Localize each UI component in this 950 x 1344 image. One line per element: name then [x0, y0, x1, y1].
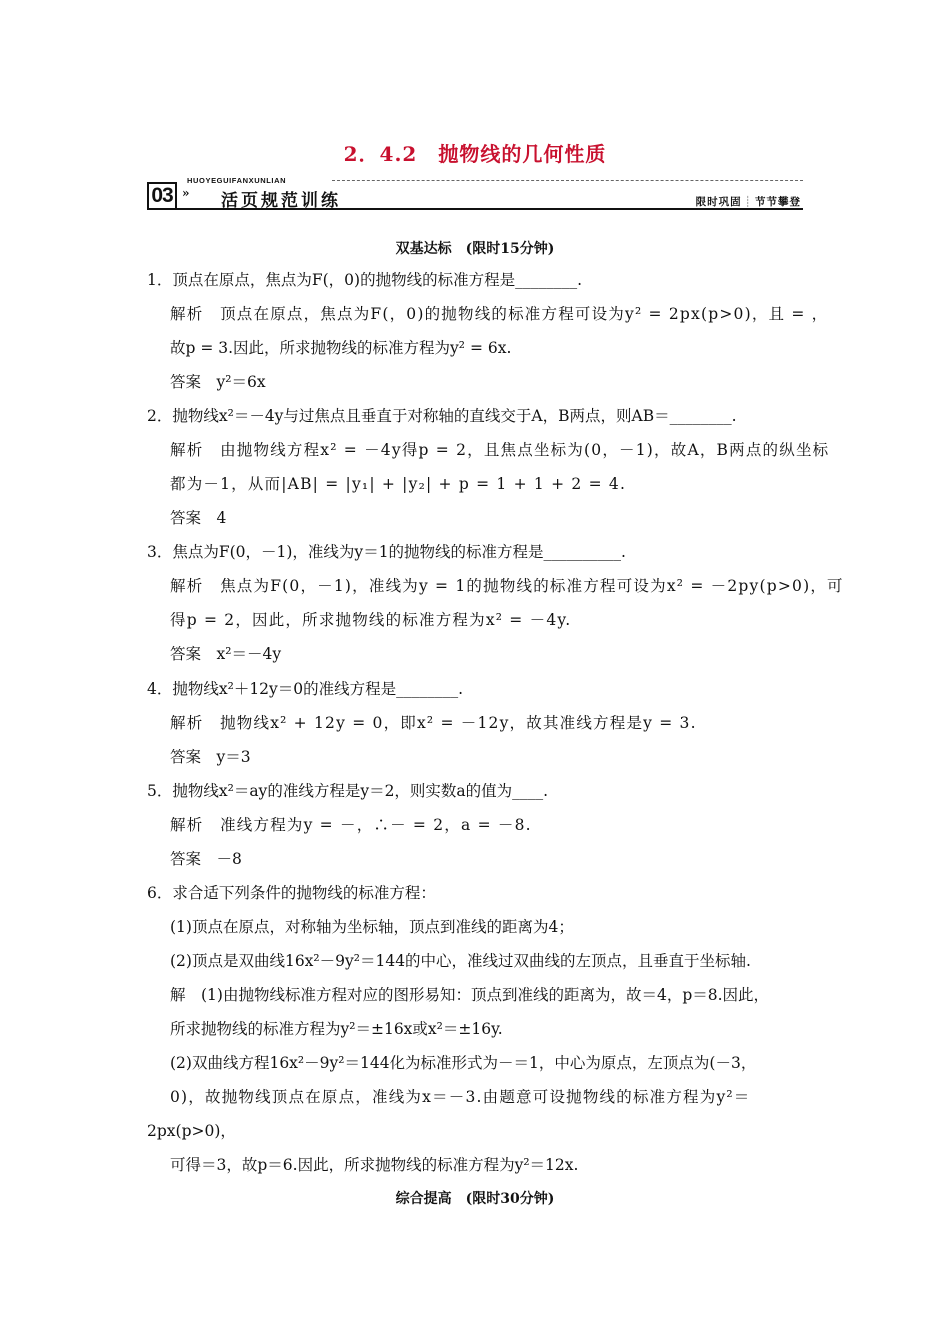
- solution-6-part-2-cont-2: 2px(p>0)，: [147, 1122, 236, 1140]
- section-heading-basic: 双基达标 (限时15分钟): [395, 241, 555, 257]
- question-4: 4．抛物线x²＋12y＝0的准线方程是________.: [147, 680, 464, 698]
- banner-title: 活页规范训练: [221, 191, 341, 211]
- question-5: 5．抛物线x²＝ay的准线方程是y＝2，则实数a的值为____.: [147, 782, 549, 800]
- banner-right-a: 限时巩固: [695, 196, 742, 208]
- question-1: 1．顶点在原点，焦点为F(，0)的抛物线的标准方程是________.: [147, 271, 583, 289]
- solution-6-part-1-cont: 所求抛物线的标准方程为y²＝±16x或x²＝±16y.: [170, 1020, 503, 1038]
- solution-6-part-1: 解 (1)由抛物线标准方程对应的图形易知：顶点到准线的距离为，故＝4，p＝8.因此，: [170, 986, 770, 1004]
- question-6-part-1: (1)顶点在原点，对称轴为坐标轴，顶点到准线的距离为4；: [170, 918, 574, 936]
- question-6-part-2: (2)顶点是双曲线16x²－9y²＝144的中心，准线过双曲线的左顶点，且垂直于坐标轴.: [170, 952, 751, 970]
- double-arrow-icon: »: [182, 186, 190, 200]
- analysis-3: 解析 焦点为F(0，－1)，准线为y = 1的抛物线的标准方程可设为x² = －2py(p>0)，可: [170, 577, 844, 595]
- page-title: 2．4.2 抛物线的几何性质: [343, 142, 607, 166]
- analysis-2: 解析 由抛物线方程x² = －4y得p = 2，且焦点坐标为(0，－1)，故A，B两点的纵坐标: [170, 441, 830, 459]
- analysis-1-cont: 故p = 3.因此，所求抛物线的标准方程为y² = 6x.: [170, 339, 512, 357]
- solution-6-conclusion: 可得＝3，故p＝6.因此，所求抛物线的标准方程为y²＝12x.: [170, 1156, 579, 1174]
- solution-6-part-2: (2)双曲线方程16x²－9y²＝144化为标准形式为－＝1，中心为原点，左顶点为(－3，: [170, 1054, 757, 1072]
- banner-dashed-rule: [332, 180, 803, 181]
- question-6: 6．求合适下列条件的抛物线的标准方程：: [147, 884, 436, 902]
- analysis-5: 解析 准线方程为y = －，∴－ = 2，a = －8.: [170, 816, 532, 834]
- answer-4: 答案 y＝3: [170, 748, 251, 766]
- banner-number: 03: [147, 182, 177, 210]
- banner-right-b: 节节攀登: [755, 196, 801, 208]
- answer-5: 答案 －8: [170, 850, 242, 868]
- question-3: 3．焦点为F(0，－1)，准线为y＝1的抛物线的标准方程是__________.: [147, 543, 626, 561]
- analysis-2-cont: 都为－1，从而|AB| = |y₁| + |y₂| + p = 1 + 1 + 2 = 4.: [170, 475, 627, 493]
- answer-1: 答案 y²＝6x: [170, 373, 266, 391]
- section-heading-advanced: 综合提高 (限时30分钟): [395, 1191, 555, 1207]
- answer-2: 答案 4: [170, 509, 227, 527]
- answer-3: 答案 x²＝－4y: [170, 645, 282, 663]
- banner-separator: ┊: [744, 196, 752, 208]
- banner-rule: [177, 208, 803, 210]
- analysis-4: 解析 抛物线x² + 12y = 0，即x² = －12y，故其准线方程是y = 3.: [170, 714, 697, 732]
- banner-pinyin: HUOYEGUIFANXUNLIAN: [187, 176, 287, 185]
- solution-6-part-2-cont: 0)，故抛物线顶点在原点，准线为x＝－3.由题意可设抛物线的标准方程为y²＝: [170, 1088, 751, 1106]
- section-banner: [147, 172, 803, 214]
- banner-right-label: [696, 194, 801, 209]
- analysis-1: 解析 顶点在原点，焦点为F(，0)的抛物线的标准方程可设为y² = 2px(p>0)，且 = ，: [170, 305, 829, 323]
- analysis-3-cont: 得p = 2，因此，所求抛物线的标准方程为x² = －4y.: [170, 611, 572, 629]
- question-2: 2．抛物线x²＝－4y与过焦点且垂直于对称轴的直线交于A，B两点，则AB＝________.: [147, 407, 737, 425]
